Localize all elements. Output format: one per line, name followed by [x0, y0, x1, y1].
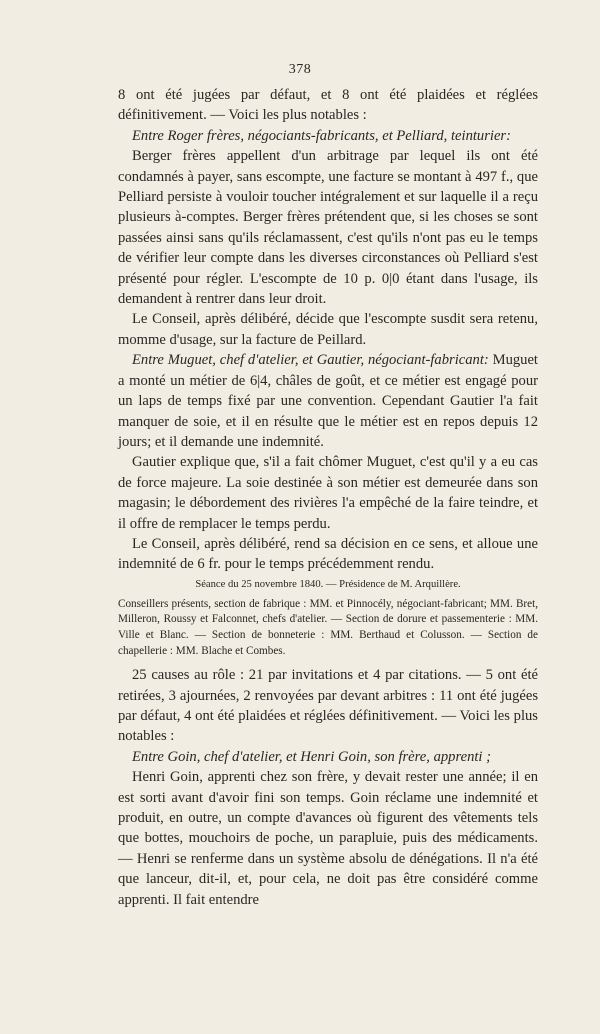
- paragraph-causes-summary: 25 causes au rôle : 21 par invitations et 4 par citations. — 5 ont été retirées, 3 ajournées, 2 renvoyées par devant arbitres : 11 ont été jugées par défaut, 4 ont été plaidées et réglées définitivement. — Voici les plus notables :: [118, 667, 538, 745]
- conseillers-presents: Conseillers présents, section de fabrique : MM. et Pinnocély, négociant-fabricant; MM. Bret, Milleron, Roussy et Falconnet, chefs d'atelier. — Section de dorure et passementerie : MM. Ville et Blanc. — Section de bonneterie : MM. Berthaud et Colusson. — Section de chapellerie : MM. Blache et Combes.: [118, 597, 538, 657]
- paragraph-muguet-text: Muguet a monté un métier de 6|4, châles de goût, et ce métier est engagé pour un laps de temps fixé par une convention. Cependant Gautier l'a fait manquer de soie, et il en résulte que le métier est en repos depuis 12 jours; et il demande une indemnité.: [118, 352, 538, 450]
- case-heading-muguet-gautier: Entre Muguet, chef d'atelier, et Gautier, négociant-fabricant:: [132, 352, 489, 369]
- case-heading-roger-pelliard: Entre Roger frères, négociants-fabricants, et Pelliard, teinturier:: [132, 127, 511, 144]
- page-body: [118, 85, 538, 910]
- paragraph-berger-claim: Berger frères appellent d'un arbitrage par lequel ils ont été condamnés à payer, sans escompte, une facture se montant à 497 f., que Pelliard persiste à vouloir toucher intégralement et sur laquelle il a reçu plusieurs à-comptes. Berger frères prétendent que, si les choses se sont passées ainsi sans qu'ils réclamassent, c'est qu'ils n'ont pas eu le temps de vérifier leur compte dans les diverses circonstances où Pelliard s'est présenté pour régler. L'escompte de 10 p. 0|0 étant dans l'usage, ils demandent à rentrer dans leur droit.: [118, 148, 538, 308]
- paragraph-gautier-explanation: Gautier explique que, s'il a fait chômer Muguet, c'est qu'il y a eu cas de force majeure. La soie destinée à son métier est demeurée dans son magasin; le débordement des rivières l'a empêché de la faire teindre, et il offre de remplacer le temps perdu.: [118, 454, 538, 532]
- page-number: 378: [288, 62, 312, 77]
- paragraph-muguet-case: [118, 350, 538, 452]
- case-heading-goin: Entre Goin, chef d'atelier, et Henri Goin, son frère, apprenti ;: [132, 748, 491, 765]
- paragraph-continuation: 8 ont été jugées par défaut, et 8 ont été plaidées et réglées définitivement. — Voici les plus notables :: [118, 87, 538, 124]
- seance-line: Séance du 25 novembre 1840. — Présidence de M. Arquillère.: [195, 578, 461, 590]
- paragraph-conseil-decision-1: Le Conseil, après délibéré, décide que l'escompte susdit sera retenu, momme d'usage, sur la facture de Peillard.: [118, 311, 538, 348]
- paragraph-conseil-decision-2: Le Conseil, après délibéré, rend sa décision en ce sens, et alloue une indemnité de 6 fr. pour le temps précédemment rendu.: [118, 535, 538, 573]
- paragraph-henri-goin: Henri Goin, apprenti chez son frère, y devait rester une année; il en est sorti avant d'avoir fini son temps. Goin réclame une indemnité et produit, en outre, un compte d'avances où figurent des vêtements tels que bottes, mouchoirs de poche, un parapluie, puis des médicaments. — Henri se renferme dans un système absolu de dénégations. Il n'a été que lanceur, dit-il, et, pour cela, ne doit pas être considéré comme apprenti. Il fait entendre: [118, 769, 538, 908]
